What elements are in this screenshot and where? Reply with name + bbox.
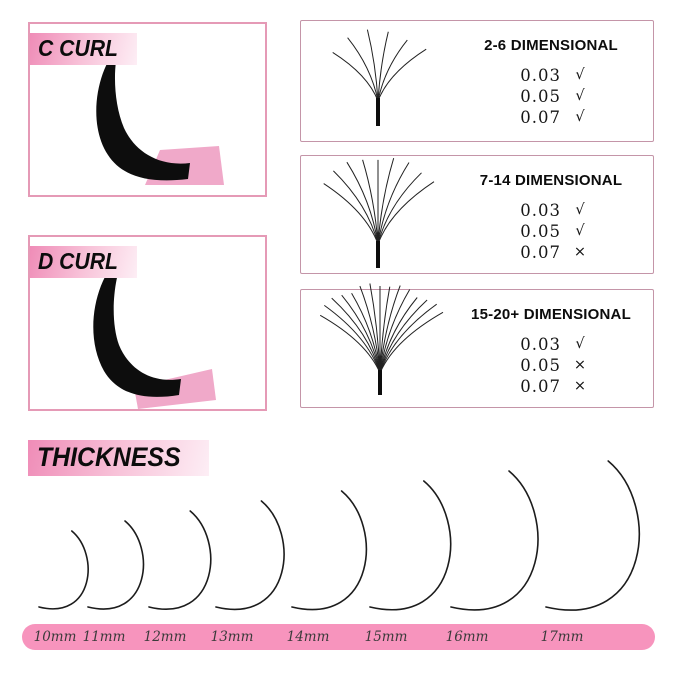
lash-thickness-value: 0.03 — [520, 335, 561, 354]
thickness-lash-curve — [292, 491, 366, 610]
thickness-size-label: 14mm — [286, 629, 330, 645]
thickness-lash-curve — [451, 471, 538, 610]
thickness-label-text: THICKNESS — [37, 442, 181, 472]
availability-row — [451, 376, 651, 397]
lash-thickness-value: 0.07 — [520, 377, 561, 396]
thickness-lash-curve — [216, 501, 284, 609]
dimensional-card-7-14 — [300, 155, 654, 274]
availability-row — [451, 355, 651, 376]
check-mark-icon: √ — [575, 88, 585, 104]
dimensional-card-2-6 — [300, 20, 654, 142]
lash-fan-illustration — [301, 21, 461, 141]
availability-row — [451, 242, 651, 263]
fan-strand — [380, 300, 427, 373]
thickness-size-label: 13mm — [210, 629, 254, 645]
thickness-size-label: 10mm — [33, 629, 77, 645]
check-mark-icon: √ — [575, 336, 585, 352]
lash-thickness-value: 0.05 — [520, 222, 561, 241]
thickness-size-label: 15mm — [364, 629, 408, 645]
thickness-size-label: 16mm — [445, 629, 489, 645]
availability-row — [451, 86, 651, 107]
lash-thickness-value: 0.07 — [520, 243, 561, 262]
dimensional-card-content — [451, 172, 651, 263]
lash-fan-illustration — [301, 290, 461, 407]
availability-row — [451, 221, 651, 242]
lash-thickness-value: 0.03 — [520, 66, 561, 85]
d-curl-label-text: D CURL — [38, 248, 118, 274]
fan-strand — [378, 173, 422, 244]
lash-thickness-value: 0.05 — [520, 87, 561, 106]
thickness-lash-curve — [370, 481, 451, 610]
cross-mark-icon: × — [573, 357, 587, 373]
thickness-lash-curve — [149, 511, 211, 609]
fan-strand — [378, 182, 434, 244]
fan-strand — [332, 298, 380, 373]
availability-row — [451, 200, 651, 221]
dimensional-card-title: 7-14 DIMENSIONAL — [479, 172, 623, 189]
thickness-size-label: 11mm — [82, 629, 126, 645]
d-curl-card — [28, 235, 267, 411]
c-curl-card — [28, 22, 267, 197]
fan-strand — [378, 49, 426, 101]
fan-strand — [333, 171, 378, 244]
fan-strand — [380, 304, 437, 373]
lash-thickness-value: 0.05 — [520, 356, 561, 375]
thickness-availability-list — [451, 334, 651, 397]
fan-strand — [324, 305, 380, 373]
thickness-lash-curve — [546, 461, 639, 610]
check-mark-icon: √ — [575, 67, 585, 83]
thickness-availability-list — [451, 200, 651, 263]
availability-row — [451, 334, 651, 355]
lash-thickness-value: 0.03 — [520, 201, 561, 220]
c-curl-label-text: C CURL — [38, 35, 118, 61]
thickness-size-bar — [22, 624, 655, 650]
availability-row — [451, 107, 651, 128]
thickness-availability-list — [451, 65, 651, 128]
d-curl-label — [30, 246, 137, 278]
dimensional-card-content — [451, 37, 651, 128]
thickness-size-label: 12mm — [143, 629, 187, 645]
availability-row — [451, 65, 651, 86]
check-mark-icon: √ — [575, 202, 585, 218]
thickness-size-label: 17mm — [540, 629, 584, 645]
c-curl-label — [30, 33, 137, 65]
check-mark-icon: √ — [575, 223, 585, 239]
dimensional-card-content — [451, 306, 651, 397]
thickness-lash-curve — [88, 521, 143, 609]
lash-fan-illustration — [301, 156, 461, 273]
dimensional-card-15-20 — [300, 289, 654, 408]
lash-thickness-value: 0.07 — [520, 108, 561, 127]
dimensional-card-title: 15-20+ DIMENSIONAL — [471, 306, 631, 323]
thickness-section-label — [28, 440, 209, 476]
check-mark-icon: √ — [575, 109, 585, 125]
dimensional-card-title: 2-6 DIMENSIONAL — [484, 37, 618, 54]
cross-mark-icon: × — [573, 378, 587, 394]
cross-mark-icon: × — [573, 244, 587, 260]
thickness-lash-curve — [39, 531, 88, 609]
fan-strand — [324, 184, 378, 244]
